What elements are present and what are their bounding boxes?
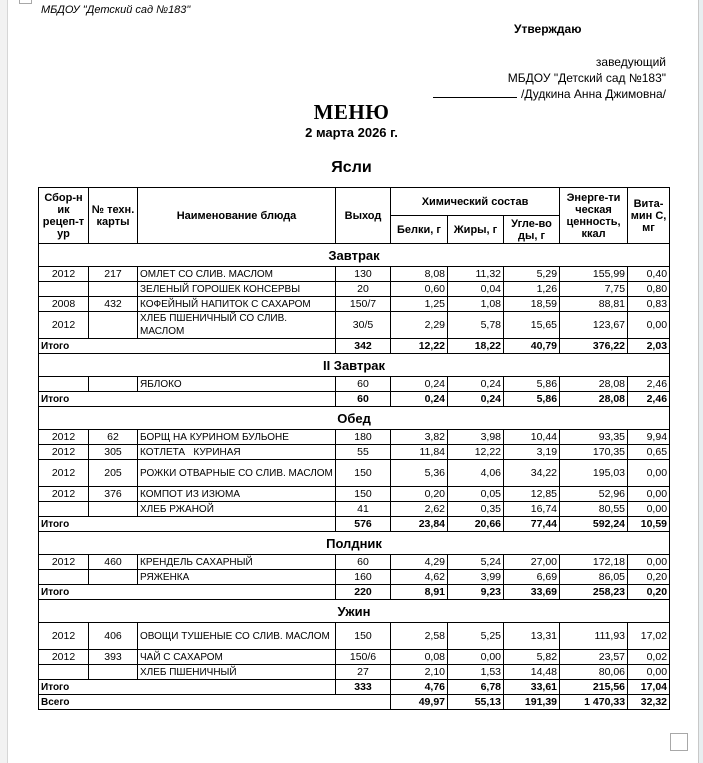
cell-carbs: 1,26 [504, 282, 560, 297]
cell-energy: 52,96 [560, 487, 628, 502]
cell-output: 180 [336, 430, 391, 445]
cell-dish-name: РОЖКИ ОТВАРНЫЕ СО СЛИВ. МАСЛОМ [138, 460, 336, 487]
cell-fat: 0,00 [448, 650, 504, 665]
cell-vitamin: 0,20 [628, 570, 670, 585]
cell-carbs: 10,44 [504, 430, 560, 445]
cell-protein: 0,20 [391, 487, 448, 502]
cell-vitamin: 0,02 [628, 650, 670, 665]
cell-energy: 28,08 [560, 392, 628, 407]
cell-output: 220 [336, 585, 391, 600]
cell-protein: 4,29 [391, 555, 448, 570]
cell-carbs: 5,86 [504, 377, 560, 392]
cell-fat: 0,35 [448, 502, 504, 517]
cell-carbs: 34,22 [504, 460, 560, 487]
cell-fat: 20,66 [448, 517, 504, 532]
cell-energy: 93,35 [560, 430, 628, 445]
cell-output: 27 [336, 665, 391, 680]
cell-carbs: 27,00 [504, 555, 560, 570]
cell-energy: 88,81 [560, 297, 628, 312]
cell-output: 60 [336, 392, 391, 407]
cell-dish-name: ХЛЕБ ПШЕНИЧНЫЙ СО СЛИВ. МАСЛОМ [138, 312, 336, 339]
cell-fat: 5,25 [448, 623, 504, 650]
cell-carbs: 6,69 [504, 570, 560, 585]
cell-vitamin: 0,00 [628, 460, 670, 487]
cell-collection: 2012 [39, 430, 89, 445]
cell-protein: 0,24 [391, 392, 448, 407]
approver-name: /Дудкина Анна Джимовна/ [521, 87, 666, 101]
cell-fat: 5,24 [448, 555, 504, 570]
cell-dish-name: КОМПОТ ИЗ ИЗЮМА [138, 487, 336, 502]
cell-output: 150/6 [336, 650, 391, 665]
cell-protein: 8,91 [391, 585, 448, 600]
subtotal-row [39, 680, 670, 695]
cell-protein: 4,62 [391, 570, 448, 585]
cell-vitamin: 0,00 [628, 312, 670, 339]
cell-energy: 23,57 [560, 650, 628, 665]
col-header-output: Выход [336, 188, 391, 244]
cell-protein: 2,58 [391, 623, 448, 650]
cell-card [89, 377, 138, 392]
approver-org: МБДОУ "Детский сад №183" [507, 71, 666, 85]
cell-card: 62 [89, 430, 138, 445]
cell-carbs: 3,19 [504, 445, 560, 460]
cell-fat: 9,23 [448, 585, 504, 600]
page-corner-marker-top [19, 0, 32, 4]
cell-carbs: 5,82 [504, 650, 560, 665]
cell-vitamin: 0,00 [628, 665, 670, 680]
cell-fat: 1,53 [448, 665, 504, 680]
cell-card: 217 [89, 267, 138, 282]
subtotal-label: Итого [39, 392, 336, 407]
cell-carbs: 15,65 [504, 312, 560, 339]
col-header-chem: Химический состав [391, 188, 560, 216]
cell-protein: 49,97 [391, 695, 448, 710]
cell-collection: 2008 [39, 297, 89, 312]
cell-protein: 2,29 [391, 312, 448, 339]
cell-dish-name: БОРЩ НА КУРИНОМ БУЛЬОНЕ [138, 430, 336, 445]
cell-energy: 1 470,33 [560, 695, 628, 710]
cell-energy: 155,99 [560, 267, 628, 282]
cell-dish-name: КОТЛЕТА КУРИНАЯ [138, 445, 336, 460]
table-row [39, 487, 670, 502]
cell-output: 60 [336, 555, 391, 570]
cell-carbs: 18,59 [504, 297, 560, 312]
cell-card: 460 [89, 555, 138, 570]
cell-protein: 3,82 [391, 430, 448, 445]
cell-energy: 123,67 [560, 312, 628, 339]
cell-energy: 172,18 [560, 555, 628, 570]
cell-fat: 0,05 [448, 487, 504, 502]
cell-card: 305 [89, 445, 138, 460]
cell-protein: 0,08 [391, 650, 448, 665]
signature-blank [433, 86, 517, 98]
cell-energy: 28,08 [560, 377, 628, 392]
cell-card [89, 570, 138, 585]
cell-fat: 0,24 [448, 392, 504, 407]
org-name-header: МБДОУ "Детский сад №183" [41, 4, 191, 16]
cell-collection: 2012 [39, 445, 89, 460]
cell-collection: 2012 [39, 555, 89, 570]
cell-vitamin: 0,00 [628, 487, 670, 502]
cell-vitamin: 2,46 [628, 392, 670, 407]
cell-card: 393 [89, 650, 138, 665]
cell-vitamin: 17,02 [628, 623, 670, 650]
cell-output: 150 [336, 487, 391, 502]
cell-protein: 8,08 [391, 267, 448, 282]
cell-output: 30/5 [336, 312, 391, 339]
cell-card [89, 502, 138, 517]
subtotal-label: Итого [39, 339, 336, 354]
cell-collection: 2012 [39, 460, 89, 487]
table-row [39, 623, 670, 650]
cell-vitamin: 32,32 [628, 695, 670, 710]
approver-block [433, 54, 666, 102]
cell-carbs: 191,39 [504, 695, 560, 710]
approve-label: Утверждаю [514, 22, 582, 36]
cell-protein: 0,24 [391, 377, 448, 392]
cell-vitamin: 9,94 [628, 430, 670, 445]
cell-fat: 18,22 [448, 339, 504, 354]
cell-fat: 4,06 [448, 460, 504, 487]
approver-position: заведующий [595, 55, 666, 69]
cell-card [89, 282, 138, 297]
col-header-carbs: Угле-во ды, г [504, 216, 560, 244]
cell-collection: 2012 [39, 487, 89, 502]
cell-card: 406 [89, 623, 138, 650]
table-row [39, 555, 670, 570]
cell-protein: 11,84 [391, 445, 448, 460]
cell-energy: 80,06 [560, 665, 628, 680]
col-header-tech-card: № техн. карты [89, 188, 138, 244]
cell-fat: 1,08 [448, 297, 504, 312]
cell-vitamin: 10,59 [628, 517, 670, 532]
cell-energy: 170,35 [560, 445, 628, 460]
cell-carbs: 33,61 [504, 680, 560, 695]
cell-vitamin: 0,00 [628, 502, 670, 517]
cell-protein: 5,36 [391, 460, 448, 487]
table-row [39, 430, 670, 445]
cell-collection [39, 502, 89, 517]
section-title: Обед [39, 407, 670, 430]
cell-output: 160 [336, 570, 391, 585]
cell-carbs: 16,74 [504, 502, 560, 517]
table-row [39, 267, 670, 282]
cell-output: 60 [336, 377, 391, 392]
cell-fat: 12,22 [448, 445, 504, 460]
cell-output: 342 [336, 339, 391, 354]
cell-energy: 86,05 [560, 570, 628, 585]
cell-protein: 2,62 [391, 502, 448, 517]
cell-output: 20 [336, 282, 391, 297]
table-row [39, 665, 670, 680]
group-name: Ясли [331, 159, 372, 176]
cell-fat: 11,32 [448, 267, 504, 282]
cell-card: 432 [89, 297, 138, 312]
cell-protein: 2,10 [391, 665, 448, 680]
subtotal-row [39, 339, 670, 354]
menu-table [38, 187, 670, 710]
cell-collection: 2012 [39, 312, 89, 339]
cell-energy: 592,24 [560, 517, 628, 532]
cell-energy: 80,55 [560, 502, 628, 517]
col-header-energy: Энерге-ти ческая ценность, ккал [560, 188, 628, 244]
cell-dish-name: КРЕНДЕЛЬ САХАРНЫЙ [138, 555, 336, 570]
grand-total-label: Всего [39, 695, 391, 710]
cell-collection [39, 282, 89, 297]
cell-carbs: 33,69 [504, 585, 560, 600]
subtotal-row [39, 585, 670, 600]
cell-collection [39, 377, 89, 392]
cell-dish-name: КОФЕЙНЫЙ НАПИТОК С САХАРОМ [138, 297, 336, 312]
cell-fat: 0,04 [448, 282, 504, 297]
cell-energy: 258,23 [560, 585, 628, 600]
cell-energy: 376,22 [560, 339, 628, 354]
cell-dish-name: ЗЕЛЕНЫЙ ГОРОШЕК КОНСЕРВЫ [138, 282, 336, 297]
cell-energy: 195,03 [560, 460, 628, 487]
cell-fat: 55,13 [448, 695, 504, 710]
cell-card: 205 [89, 460, 138, 487]
cell-dish-name: ОВОЩИ ТУШЕНЫЕ СО СЛИВ. МАСЛОМ [138, 623, 336, 650]
cell-output: 150 [336, 460, 391, 487]
cell-output: 150 [336, 623, 391, 650]
page-corner-marker-bottom [670, 733, 688, 751]
cell-carbs: 5,86 [504, 392, 560, 407]
cell-fat: 6,78 [448, 680, 504, 695]
section-title: Завтрак [39, 244, 670, 267]
cell-fat: 0,24 [448, 377, 504, 392]
cell-collection: 2012 [39, 623, 89, 650]
cell-vitamin: 0,20 [628, 585, 670, 600]
cell-protein: 1,25 [391, 297, 448, 312]
cell-dish-name: ЯБЛОКО [138, 377, 336, 392]
section-title: II Завтрак [39, 354, 670, 377]
cell-fat: 5,78 [448, 312, 504, 339]
cell-vitamin: 2,46 [628, 377, 670, 392]
table-row [39, 650, 670, 665]
cell-protein: 4,76 [391, 680, 448, 695]
cell-vitamin: 0,83 [628, 297, 670, 312]
subtotal-label: Итого [39, 585, 336, 600]
table-row [39, 282, 670, 297]
cell-card: 376 [89, 487, 138, 502]
cell-output: 576 [336, 517, 391, 532]
cell-vitamin: 2,03 [628, 339, 670, 354]
cell-output: 150/7 [336, 297, 391, 312]
cell-carbs: 40,79 [504, 339, 560, 354]
cell-collection: 2012 [39, 650, 89, 665]
cell-card [89, 665, 138, 680]
grand-total-row [39, 695, 670, 710]
menu-date: 2 марта 2026 г. [305, 125, 398, 140]
cell-fat: 3,99 [448, 570, 504, 585]
subtotal-label: Итого [39, 680, 336, 695]
col-header-protein: Белки, г [391, 216, 448, 244]
cell-carbs: 77,44 [504, 517, 560, 532]
table-row [39, 377, 670, 392]
cell-energy: 7,75 [560, 282, 628, 297]
cell-carbs: 14,48 [504, 665, 560, 680]
cell-vitamin: 17,04 [628, 680, 670, 695]
cell-vitamin: 0,80 [628, 282, 670, 297]
table-row [39, 445, 670, 460]
cell-energy: 215,56 [560, 680, 628, 695]
col-header-collection: Сбор-н ик рецеп-т ур [39, 188, 89, 244]
cell-vitamin: 0,40 [628, 267, 670, 282]
col-header-vitamin: Вита-мин С, мг [628, 188, 670, 244]
cell-protein: 12,22 [391, 339, 448, 354]
section-title: Полдник [39, 532, 670, 555]
cell-carbs: 12,85 [504, 487, 560, 502]
subtotal-row [39, 392, 670, 407]
cell-collection [39, 665, 89, 680]
subtotal-label: Итого [39, 517, 336, 532]
cell-output: 130 [336, 267, 391, 282]
cell-dish-name: ОМЛЕТ СО СЛИВ. МАСЛОМ [138, 267, 336, 282]
page-title: МЕНЮ [313, 100, 390, 124]
cell-carbs: 5,29 [504, 267, 560, 282]
cell-output: 55 [336, 445, 391, 460]
cell-card [89, 312, 138, 339]
cell-vitamin: 0,00 [628, 555, 670, 570]
cell-collection [39, 570, 89, 585]
cell-protein: 0,60 [391, 282, 448, 297]
table-row [39, 570, 670, 585]
section-title: Ужин [39, 600, 670, 623]
subtotal-row [39, 517, 670, 532]
table-row [39, 312, 670, 339]
cell-fat: 3,98 [448, 430, 504, 445]
col-header-fat: Жиры, г [448, 216, 504, 244]
cell-output: 41 [336, 502, 391, 517]
cell-energy: 111,93 [560, 623, 628, 650]
cell-protein: 23,84 [391, 517, 448, 532]
cell-vitamin: 0,65 [628, 445, 670, 460]
col-header-dish-name: Наименование блюда [138, 188, 336, 244]
cell-dish-name: ХЛЕБ РЖАНОЙ [138, 502, 336, 517]
cell-collection: 2012 [39, 267, 89, 282]
table-row [39, 502, 670, 517]
table-row [39, 297, 670, 312]
cell-dish-name: ХЛЕБ ПШЕНИЧНЫЙ [138, 665, 336, 680]
cell-output: 333 [336, 680, 391, 695]
cell-carbs: 13,31 [504, 623, 560, 650]
table-row [39, 460, 670, 487]
cell-dish-name: ЧАЙ С САХАРОМ [138, 650, 336, 665]
cell-dish-name: РЯЖЕНКА [138, 570, 336, 585]
